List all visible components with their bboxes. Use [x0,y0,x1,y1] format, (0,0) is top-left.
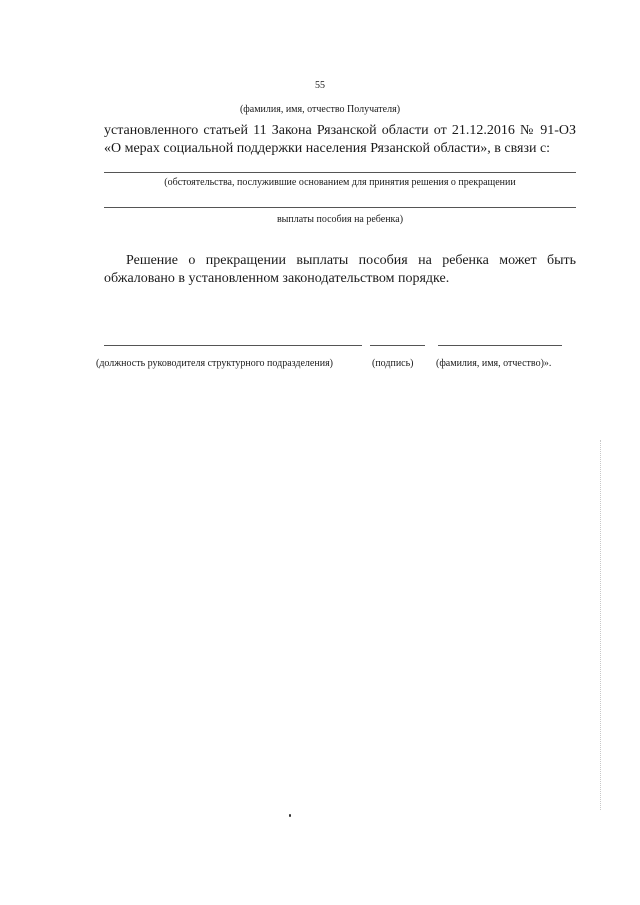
scan-speck [289,814,291,817]
appeal-line-2: обжаловано в установленном законодательством порядке. [104,271,450,286]
page-number: 55 [315,80,325,91]
name-signature-line [438,345,562,346]
scan-edge-artifact [600,440,601,810]
circumstances-caption-2: выплаты пособия на ребенка) [276,214,404,225]
statute-line-1: установленного статьей 11 Закона Рязанской области от 21.12.2016 № 91-ОЗ [104,123,576,138]
circumstances-caption-1: (обстоятельства, послужившие основанием для принятия решения о прекращении [164,177,516,188]
signature-line [370,345,425,346]
statute-line-2: «О мерах социальной поддержки населения Рязанской области», в связи с: [104,141,551,156]
name-caption: (фамилия, имя, отчество)». [436,358,552,369]
position-signature-line [104,345,362,346]
signature-caption: (подпись) [372,358,414,369]
circumstances-line-1 [104,172,576,173]
appeal-line-1: Решение о прекращении выплаты пособия на ребенка может быть [126,253,576,268]
circumstances-line-2 [104,207,576,208]
recipient-caption: (фамилия, имя, отчество Получателя) [239,104,401,115]
position-caption: (должность руководителя структурного подразделения) [96,358,333,369]
